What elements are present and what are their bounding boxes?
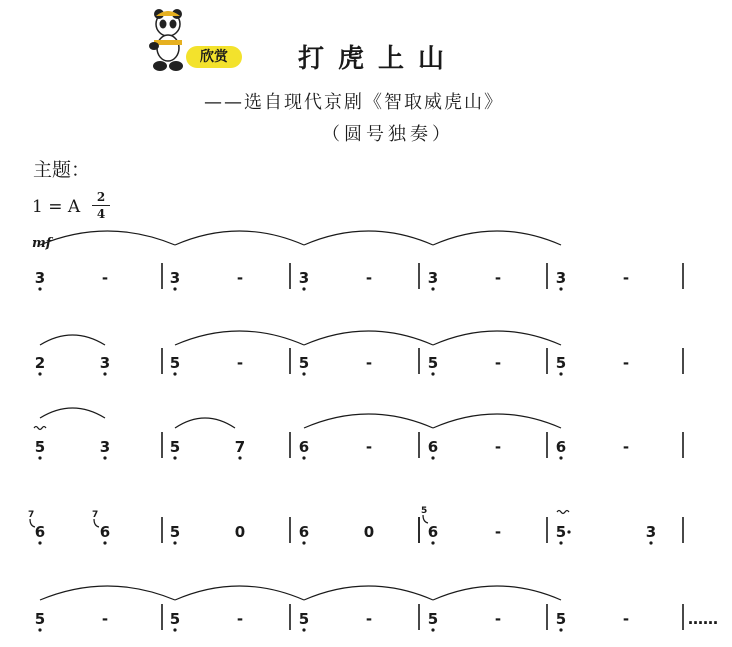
octave-dot-below [431, 541, 434, 544]
note: 5 [169, 354, 181, 372]
piece-title: 打虎上山 [298, 44, 459, 74]
slur [433, 331, 561, 345]
slur [304, 231, 433, 245]
dash: - [101, 610, 109, 628]
octave-dot-below [431, 628, 434, 631]
note: 6 [427, 438, 439, 456]
note: 0 [234, 523, 246, 541]
note: 3 [298, 269, 310, 287]
dash: - [365, 610, 373, 628]
dash: - [236, 269, 244, 287]
note: 6 [555, 438, 567, 456]
slur [175, 586, 304, 600]
slur [433, 414, 561, 428]
octave-dot-below [38, 372, 41, 375]
slur [433, 231, 561, 245]
time-signature-bottom: 4 [96, 207, 106, 221]
note: 5 [298, 610, 310, 628]
note: 5 [169, 523, 181, 541]
octave-dot-below [173, 287, 176, 290]
slur [40, 231, 175, 245]
dash: - [236, 354, 244, 372]
note: 3 [169, 269, 181, 287]
note: 5 [298, 354, 310, 372]
dash: - [622, 269, 630, 287]
note: 5 [169, 610, 181, 628]
octave-dot-below [38, 456, 41, 459]
octave-dot-below [38, 541, 41, 544]
performance-note: （圆号独奏） [322, 124, 454, 145]
octave-dot-below [302, 541, 305, 544]
note: 2 [34, 354, 46, 372]
dash: - [365, 354, 373, 372]
note: 5 [34, 438, 46, 456]
trill-mark [557, 511, 569, 514]
dash: - [622, 354, 630, 372]
augmentation-dot [567, 530, 570, 533]
octave-dot-below [431, 287, 434, 290]
slur [304, 331, 433, 345]
slur [175, 231, 304, 245]
grace-note: 7 [92, 510, 99, 520]
grace-note-tie [94, 519, 99, 527]
trill-mark [34, 427, 46, 430]
note: 3 [99, 438, 111, 456]
slur [175, 331, 304, 345]
appreciation-badge: 欣赏 [186, 46, 242, 68]
octave-dot-below [302, 628, 305, 631]
octave-dot-below [173, 628, 176, 631]
octave-dot-below [431, 372, 434, 375]
note: 6 [34, 523, 46, 541]
octave-dot-below [649, 541, 652, 544]
note: 5 [34, 610, 46, 628]
time-signature-top: 2 [96, 190, 106, 204]
dash: - [365, 438, 373, 456]
dash: - [494, 269, 502, 287]
note: 3 [99, 354, 111, 372]
octave-dot-below [431, 456, 434, 459]
note: 7 [234, 438, 246, 456]
octave-dot-below [173, 372, 176, 375]
note: 3 [555, 269, 567, 287]
note: 5 [555, 523, 567, 541]
note: 3 [427, 269, 439, 287]
octave-dot-below [302, 287, 305, 290]
grace-note: 7 [28, 510, 35, 520]
continuation-dots: …… [688, 610, 718, 628]
slur [40, 586, 175, 600]
slur [304, 586, 433, 600]
dash: - [236, 610, 244, 628]
note: 6 [427, 523, 439, 541]
octave-dot-below [559, 456, 562, 459]
dash: - [365, 269, 373, 287]
slur [40, 335, 105, 345]
octave-dot-below [103, 541, 106, 544]
note: 5 [555, 354, 567, 372]
dash: - [494, 523, 502, 541]
slur [433, 586, 561, 600]
octave-dot-below [173, 541, 176, 544]
octave-dot-below [302, 372, 305, 375]
grace-note-tie [423, 515, 428, 523]
note: 5 [169, 438, 181, 456]
octave-dot-below [559, 541, 562, 544]
theme-label: 主题： [33, 159, 91, 181]
piece-source: ——选自现代京剧《智取威虎山》 [204, 92, 504, 113]
note: 6 [298, 523, 310, 541]
note: 6 [298, 438, 310, 456]
dash: - [622, 610, 630, 628]
key-signature: 1 = A [32, 197, 81, 217]
octave-dot-below [302, 456, 305, 459]
octave-dot-below [238, 456, 241, 459]
octave-dot-below [559, 287, 562, 290]
note: 3 [34, 269, 46, 287]
dash: - [494, 354, 502, 372]
octave-dot-below [103, 372, 106, 375]
dash: - [101, 269, 109, 287]
octave-dot-below [559, 628, 562, 631]
slur [175, 418, 235, 428]
dash: - [494, 610, 502, 628]
octave-dot-below [173, 456, 176, 459]
grace-note: 5 [421, 506, 428, 516]
dash: - [494, 438, 502, 456]
note: 0 [363, 523, 375, 541]
octave-dot-below [103, 456, 106, 459]
note: 3 [645, 523, 657, 541]
dash: - [622, 438, 630, 456]
octave-dot-below [559, 372, 562, 375]
note: 5 [427, 610, 439, 628]
dynamic-marking: mf [32, 236, 52, 251]
note: 5 [555, 610, 567, 628]
octave-dot-below [38, 287, 41, 290]
slur [304, 414, 433, 428]
octave-dot-below [38, 628, 41, 631]
slur [40, 408, 105, 418]
note: 5 [427, 354, 439, 372]
note: 6 [99, 523, 111, 541]
